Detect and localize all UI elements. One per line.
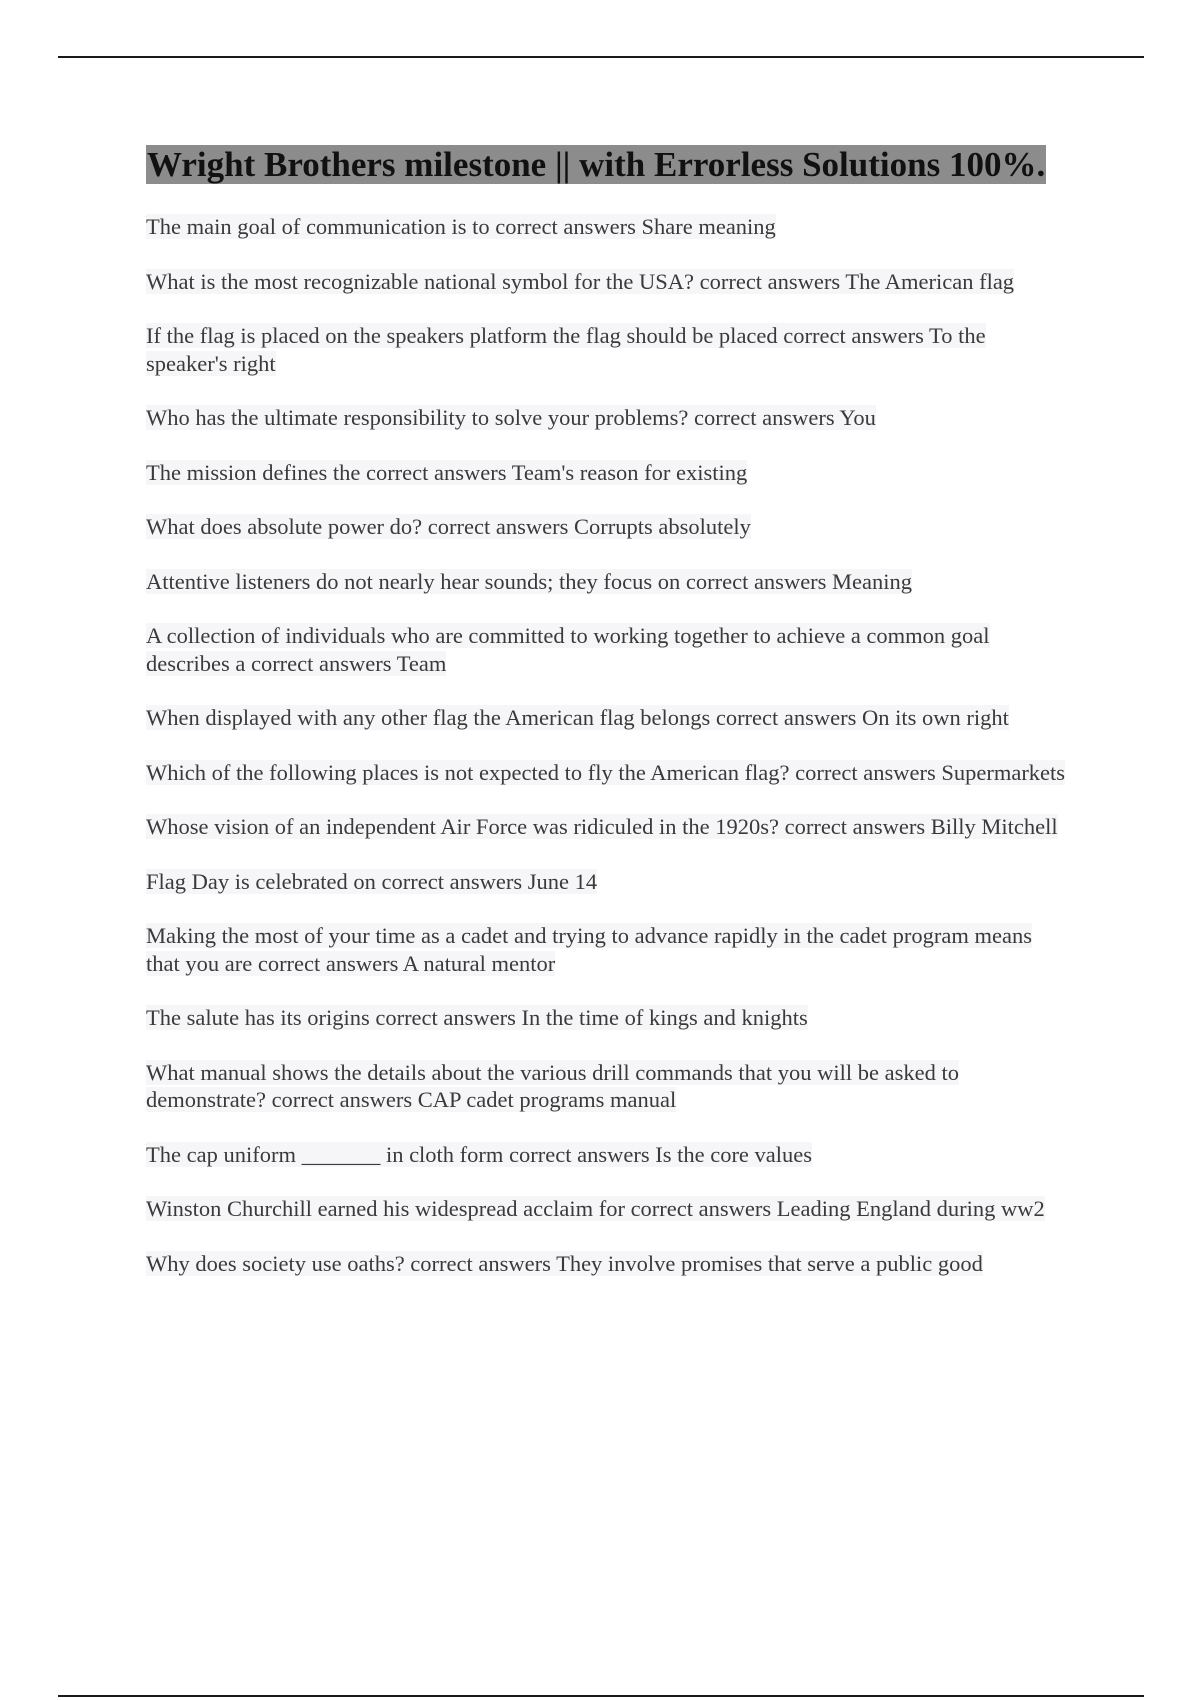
document-title	[146, 144, 1066, 185]
qa-item	[146, 622, 1066, 677]
qa-text: What is the most recognizable national symbol for the USA? correct answers The American flag	[146, 268, 1015, 294]
qa-list	[146, 213, 1066, 1277]
qa-item	[146, 813, 1066, 841]
qa-item	[146, 1059, 1066, 1114]
qa-item	[146, 704, 1066, 732]
qa-text: What manual shows the details about the various drill commands that you will be asked to demonstrate? correct answers CAP cadet programs manual	[146, 1059, 959, 1112]
bottom-rule	[58, 1695, 1144, 1697]
qa-item	[146, 268, 1066, 296]
qa-item	[146, 1195, 1066, 1223]
qa-text: The mission defines the correct answers Team's reason for existing	[146, 459, 748, 485]
qa-text: Attentive listeners do not nearly hear sounds; they focus on correct answers Meaning	[146, 568, 913, 594]
qa-item	[146, 922, 1066, 977]
qa-text: Flag Day is celebrated on correct answers June 14	[146, 868, 598, 894]
qa-text: When displayed with any other flag the American flag belongs correct answers On its own right	[146, 705, 1009, 730]
qa-text: Why does society use oaths? correct answers They involve promises that serve a public good	[146, 1250, 983, 1276]
qa-text: A collection of individuals who are committed to working together to achieve a common goal describes a correct answers Team	[146, 623, 990, 676]
qa-text: What does absolute power do? correct answers Corrupts absolutely	[146, 514, 751, 539]
document-body	[146, 144, 1066, 1304]
qa-item	[146, 1141, 1066, 1169]
qa-item	[146, 459, 1066, 487]
document-title-text: Wright Brothers milestone || with Errorless Solutions 100%.	[147, 145, 1046, 184]
qa-text: Who has the ultimate responsibility to solve your problems? correct answers You	[146, 405, 876, 430]
top-rule	[58, 56, 1144, 58]
qa-item	[146, 868, 1066, 896]
qa-item	[146, 513, 1066, 541]
qa-item	[146, 568, 1066, 596]
qa-item	[146, 1004, 1066, 1032]
qa-item	[146, 759, 1066, 787]
qa-text: Which of the following places is not expected to fly the American flag? correct answers Supermarkets	[146, 759, 1066, 785]
qa-item	[146, 213, 1066, 241]
qa-item	[146, 404, 1066, 432]
qa-item	[146, 322, 1066, 377]
qa-text: Whose vision of an independent Air Force was ridiculed in the 1920s? correct answers Billy Mitchell	[146, 814, 1058, 839]
qa-text: If the flag is placed on the speakers platform the flag should be placed correct answers To the speaker's right	[146, 323, 986, 376]
qa-text: Making the most of your time as a cadet and trying to advance rapidly in the cadet program means that you are correct answers A natural mentor	[146, 923, 1032, 976]
qa-text: Winston Churchill earned his widespread acclaim for correct answers Leading England during ww2	[146, 1196, 1045, 1221]
qa-text: The main goal of communication is to correct answers Share meaning	[146, 214, 776, 239]
qa-text: The cap uniform _______ in cloth form correct answers Is the core values	[146, 1141, 813, 1167]
qa-text: The salute has its origins correct answers In the time of kings and knights	[146, 1005, 808, 1030]
qa-item	[146, 1250, 1066, 1278]
